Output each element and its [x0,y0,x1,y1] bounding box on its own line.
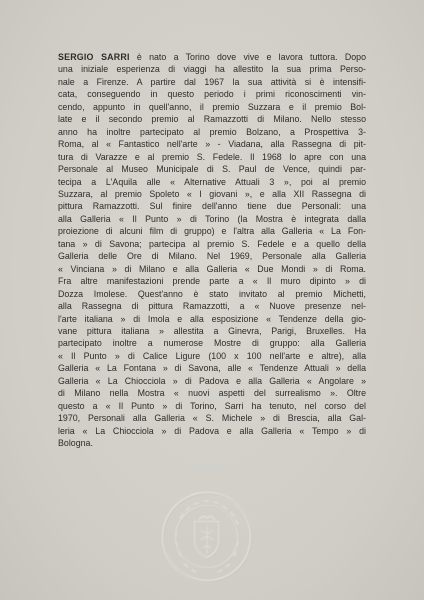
text-line: Personale al Museo Municipale di S. Paul de Vence, quindi par- [58,164,366,175]
text-line: Roma, al « Fantastico nell'arte » - Viadana, alla Rassegna di pit- [58,139,366,150]
text-line: anno ha inoltre partecipato al premio Bolzano, a Prospettiva 3- [58,126,366,137]
text-line: alla Galleria « Il Punto » di Torino (la Mostra è integrata dalla [58,213,366,224]
biography-paragraph [58,51,366,450]
text-line: late e il secondo premio al Ramazzotti di Milano. Nello stesso [58,114,366,125]
text-line: « Vinciana » di Milano e alla Galleria « Due Mondi » di Roma. [58,263,366,274]
text-line: l'arte italiana » di Imola e alla esposizione « Tendenze della gio- [58,313,366,324]
text-line: « Il Punto » di Calice Ligure (100 x 100 nell'arte e altre), alla [58,350,366,361]
text-line: alla Rassegna di pittura Ramazzotti, a « Nuove presenze nel- [58,301,366,312]
text-line: cendo, appunto in quell'anno, il premio Suzzara e il premio Bol- [58,101,366,112]
text-line: Galleria « La Fontana » di Savona, alle « Tendenze Attuali » della [58,363,366,374]
text-line: di Milano nella Mostra « nuovi aspetti del surrealismo ». Oltre [58,388,366,399]
embossed-seal-icon [160,490,254,584]
text-line: 1970, Personali alla Galleria « S. Michele » di Brescia, alla Gal- [58,413,366,424]
text-line: Fra altre manifestazioni prende parte a « Il muro dipinto » di [58,276,366,287]
text-line: una iniziale esperienza di viaggi ha allestito la sua prima Perso- [58,64,366,75]
text-line: leria « La Chiocciola » di Padova e alla Galleria « Tempo » di [58,425,366,436]
text-line: tecipa a L'Aquila alle « Alternative Attuali 3 », poi al premio [58,176,366,187]
text-line: Galleria delle Ore di Milano. Nel 1969, Personale alla Galleria [58,251,366,262]
text-line: questo a « Il Punto » di Torino, Sarri ha tenuto, nel corso del [58,400,366,411]
text-line [58,51,366,63]
author-name: SERGIO SARRI [58,52,130,62]
text-line: cata, conseguendo in questo periodo i primi riconoscimenti vin- [58,89,366,100]
text-line: pittura Ramazzotti. Sul finire dell'anno tiene due Personali: una [58,201,366,212]
text-line: tura di Varazze e al premio S. Fedele. Il 1968 lo apre con una [58,151,366,162]
text-line: proiezione di alcuni film di gruppo) e l'altra alla Galleria « La Fon- [58,226,366,237]
text-line: nale a Firenze. A partire dal 1967 la sua attività si è intensifi- [58,76,366,87]
text-line: partecipato inoltre a numerose Mostre di gruppo: alla Galleria [58,338,366,349]
first-line-text: è nato a Torino dove vive e lavora tuttora. Dopo [129,52,366,62]
text-line: vane pittura italiana » allestita a Ginevra, Parigi, Bruxelles. Ha [58,325,366,336]
text-line: Suzzara, al premio Spoleto « I giovani », e alla XII Rassegna di [58,188,366,199]
text-line: Galleria « La Chiocciola » di Padova e alla Galleria « Angolare » [58,375,366,386]
text-line: Dozza Imolese. Quest'anno è stato invitato al premio Michetti, [58,288,366,299]
text-line: Bologna. [58,438,93,449]
text-line: tana » di Savona; partecipa al premio S. Fedele e a quello della [58,238,366,249]
